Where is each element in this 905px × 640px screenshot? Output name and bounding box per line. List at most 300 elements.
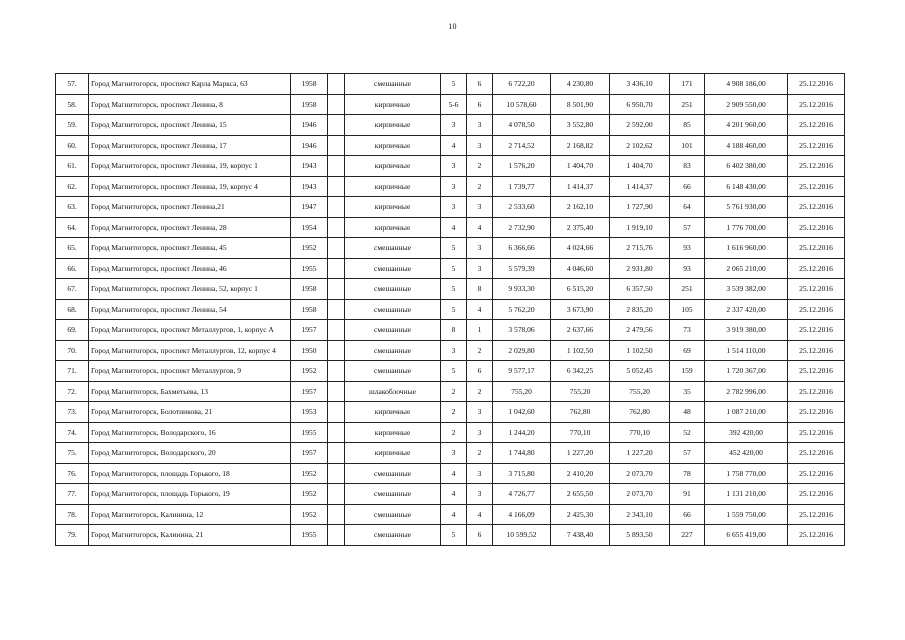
area-b-cell: 2 073,70	[610, 484, 670, 505]
date-cell: 25.12.2016	[788, 217, 845, 238]
empty-cell	[328, 299, 345, 320]
table-row	[56, 299, 845, 320]
area-b-cell: 3 436,10	[610, 74, 670, 95]
wall-material-cell: смешанные	[345, 74, 441, 95]
total-area-cell: 1 744,80	[493, 443, 551, 464]
area-b-cell: 762,80	[610, 402, 670, 423]
table-body	[56, 74, 845, 546]
entrances-cell: 3	[467, 135, 493, 156]
floors-cell: 3	[441, 443, 467, 464]
area-a-cell: 4 230,80	[551, 74, 610, 95]
cost-cell: 1 514 110,00	[705, 340, 788, 361]
total-area-cell: 9 577,17	[493, 361, 551, 382]
total-area-cell: 6 366,66	[493, 238, 551, 259]
table-row	[56, 402, 845, 423]
row-number-cell: 60.	[56, 135, 89, 156]
residents-cell: 251	[670, 279, 705, 300]
entrances-cell: 3	[467, 463, 493, 484]
floors-cell: 5	[441, 238, 467, 259]
floors-cell: 5	[441, 361, 467, 382]
wall-material-cell: смешанные	[345, 279, 441, 300]
floors-cell: 5	[441, 258, 467, 279]
residents-cell: 69	[670, 340, 705, 361]
area-b-cell: 5 893,50	[610, 525, 670, 546]
year-built-cell: 1957	[291, 443, 328, 464]
cost-cell: 1 087 210,00	[705, 402, 788, 423]
residents-cell: 93	[670, 258, 705, 279]
area-b-cell: 2 479,56	[610, 320, 670, 341]
table-row	[56, 258, 845, 279]
residents-cell: 52	[670, 422, 705, 443]
total-area-cell: 10 578,60	[493, 94, 551, 115]
date-cell: 25.12.2016	[788, 340, 845, 361]
wall-material-cell: смешанные	[345, 320, 441, 341]
total-area-cell: 1 244,20	[493, 422, 551, 443]
residents-cell: 91	[670, 484, 705, 505]
area-a-cell: 2 375,40	[551, 217, 610, 238]
floors-cell: 3	[441, 156, 467, 177]
empty-cell	[328, 279, 345, 300]
area-b-cell: 5 052,45	[610, 361, 670, 382]
address-cell: Город Магнитогорск, проспект Ленина, 28	[89, 217, 291, 238]
table-row	[56, 484, 845, 505]
year-built-cell: 1958	[291, 279, 328, 300]
area-b-cell: 1 414,37	[610, 176, 670, 197]
entrances-cell: 4	[467, 299, 493, 320]
empty-cell	[328, 463, 345, 484]
area-b-cell: 1 404,70	[610, 156, 670, 177]
residents-cell: 93	[670, 238, 705, 259]
address-cell: Город Магнитогорск, проспект Металлургов, 1, корпус А	[89, 320, 291, 341]
address-cell: Город Магнитогорск, проспект Ленина, 17	[89, 135, 291, 156]
area-b-cell: 6 950,70	[610, 94, 670, 115]
cost-cell: 5 761 930,00	[705, 197, 788, 218]
date-cell: 25.12.2016	[788, 422, 845, 443]
address-cell: Город Магнитогорск, площадь Горького, 19	[89, 484, 291, 505]
total-area-cell: 1 739,77	[493, 176, 551, 197]
cost-cell: 2 782 996,00	[705, 381, 788, 402]
total-area-cell: 4 078,50	[493, 115, 551, 136]
table-row	[56, 525, 845, 546]
row-number-cell: 59.	[56, 115, 89, 136]
floors-cell: 4	[441, 504, 467, 525]
wall-material-cell: кирпичные	[345, 115, 441, 136]
entrances-cell: 3	[467, 422, 493, 443]
year-built-cell: 1957	[291, 320, 328, 341]
area-a-cell: 6 342,25	[551, 361, 610, 382]
table-row	[56, 217, 845, 238]
empty-cell	[328, 135, 345, 156]
table-row	[56, 381, 845, 402]
residents-cell: 73	[670, 320, 705, 341]
address-cell: Город Магнитогорск, проспект Ленина, 15	[89, 115, 291, 136]
floors-cell: 2	[441, 381, 467, 402]
date-cell: 25.12.2016	[788, 135, 845, 156]
floors-cell: 5-6	[441, 94, 467, 115]
wall-material-cell: кирпичные	[345, 422, 441, 443]
area-b-cell: 2 715,76	[610, 238, 670, 259]
year-built-cell: 1952	[291, 463, 328, 484]
area-b-cell: 2 931,80	[610, 258, 670, 279]
row-number-cell: 61.	[56, 156, 89, 177]
area-b-cell: 1 919,10	[610, 217, 670, 238]
table-row	[56, 135, 845, 156]
entrances-cell: 2	[467, 443, 493, 464]
cost-cell: 6 148 430,00	[705, 176, 788, 197]
year-built-cell: 1952	[291, 238, 328, 259]
year-built-cell: 1952	[291, 504, 328, 525]
empty-cell	[328, 422, 345, 443]
year-built-cell: 1957	[291, 381, 328, 402]
page-number: 10	[448, 22, 457, 31]
wall-material-cell: смешанные	[345, 463, 441, 484]
wall-material-cell: смешанные	[345, 484, 441, 505]
year-built-cell: 1950	[291, 340, 328, 361]
address-cell: Город Магнитогорск, Бахметьева, 13	[89, 381, 291, 402]
wall-material-cell: кирпичные	[345, 443, 441, 464]
cost-cell: 452 420,00	[705, 443, 788, 464]
address-cell: Город Магнитогорск, Володарского, 16	[89, 422, 291, 443]
area-a-cell: 2 637,66	[551, 320, 610, 341]
area-a-cell: 2 162,10	[551, 197, 610, 218]
residents-cell: 159	[670, 361, 705, 382]
area-a-cell: 762,80	[551, 402, 610, 423]
total-area-cell: 9 933,30	[493, 279, 551, 300]
empty-cell	[328, 525, 345, 546]
area-a-cell: 3 552,80	[551, 115, 610, 136]
empty-cell	[328, 217, 345, 238]
cost-cell: 3 919 380,00	[705, 320, 788, 341]
area-a-cell: 1 414,37	[551, 176, 610, 197]
floors-cell: 2	[441, 402, 467, 423]
date-cell: 25.12.2016	[788, 484, 845, 505]
empty-cell	[328, 197, 345, 218]
row-number-cell: 70.	[56, 340, 89, 361]
table-row	[56, 74, 845, 95]
table-row	[56, 463, 845, 484]
cost-cell: 2 337 420,00	[705, 299, 788, 320]
year-built-cell: 1952	[291, 484, 328, 505]
address-cell: Город Магнитогорск, проспект Ленина, 52, корпус 1	[89, 279, 291, 300]
total-area-cell: 2 732,90	[493, 217, 551, 238]
year-built-cell: 1958	[291, 299, 328, 320]
area-b-cell: 1 727,90	[610, 197, 670, 218]
area-a-cell: 8 501,90	[551, 94, 610, 115]
area-a-cell: 1 102,50	[551, 340, 610, 361]
residents-cell: 48	[670, 402, 705, 423]
empty-cell	[328, 361, 345, 382]
area-a-cell: 2 425,30	[551, 504, 610, 525]
row-number-cell: 65.	[56, 238, 89, 259]
row-number-cell: 73.	[56, 402, 89, 423]
residents-cell: 227	[670, 525, 705, 546]
residents-cell: 83	[670, 156, 705, 177]
row-number-cell: 66.	[56, 258, 89, 279]
area-a-cell: 3 673,90	[551, 299, 610, 320]
table-row	[56, 504, 845, 525]
floors-cell: 4	[441, 135, 467, 156]
table-row	[56, 279, 845, 300]
empty-cell	[328, 258, 345, 279]
year-built-cell: 1955	[291, 258, 328, 279]
wall-material-cell: кирпичные	[345, 94, 441, 115]
date-cell: 25.12.2016	[788, 525, 845, 546]
empty-cell	[328, 340, 345, 361]
area-b-cell: 1 102,50	[610, 340, 670, 361]
total-area-cell: 4 166,09	[493, 504, 551, 525]
wall-material-cell: кирпичные	[345, 197, 441, 218]
address-cell: Город Магнитогорск, Болотникова, 21	[89, 402, 291, 423]
row-number-cell: 57.	[56, 74, 89, 95]
entrances-cell: 6	[467, 361, 493, 382]
address-cell: Город Магнитогорск, проспект Ленина,21	[89, 197, 291, 218]
row-number-cell: 71.	[56, 361, 89, 382]
cost-cell: 1 131 210,00	[705, 484, 788, 505]
area-a-cell: 6 515,20	[551, 279, 610, 300]
date-cell: 25.12.2016	[788, 115, 845, 136]
total-area-cell: 4 726,77	[493, 484, 551, 505]
floors-cell: 3	[441, 197, 467, 218]
date-cell: 25.12.2016	[788, 176, 845, 197]
entrances-cell: 1	[467, 320, 493, 341]
cost-cell: 4 908 186,00	[705, 74, 788, 95]
total-area-cell: 5 762,20	[493, 299, 551, 320]
area-b-cell: 755,20	[610, 381, 670, 402]
row-number-cell: 78.	[56, 504, 89, 525]
entrances-cell: 4	[467, 504, 493, 525]
area-a-cell: 770,10	[551, 422, 610, 443]
row-number-cell: 58.	[56, 94, 89, 115]
residents-cell: 105	[670, 299, 705, 320]
table-row	[56, 197, 845, 218]
total-area-cell: 1 042,60	[493, 402, 551, 423]
floors-cell: 5	[441, 74, 467, 95]
table-row	[56, 94, 845, 115]
row-number-cell: 75.	[56, 443, 89, 464]
date-cell: 25.12.2016	[788, 320, 845, 341]
year-built-cell: 1955	[291, 422, 328, 443]
entrances-cell: 3	[467, 115, 493, 136]
date-cell: 25.12.2016	[788, 463, 845, 484]
floors-cell: 4	[441, 484, 467, 505]
wall-material-cell: кирпичные	[345, 135, 441, 156]
floors-cell: 4	[441, 217, 467, 238]
area-a-cell: 4 046,60	[551, 258, 610, 279]
table-row	[56, 340, 845, 361]
year-built-cell: 1953	[291, 402, 328, 423]
area-b-cell: 2 073,70	[610, 463, 670, 484]
address-cell: Город Магнитогорск, проспект Ленина, 54	[89, 299, 291, 320]
table-row	[56, 176, 845, 197]
residents-cell: 66	[670, 176, 705, 197]
floors-cell: 2	[441, 422, 467, 443]
year-built-cell: 1943	[291, 176, 328, 197]
entrances-cell: 3	[467, 197, 493, 218]
residents-cell: 85	[670, 115, 705, 136]
entrances-cell: 2	[467, 340, 493, 361]
year-built-cell: 1952	[291, 361, 328, 382]
table-row	[56, 320, 845, 341]
wall-material-cell: смешанные	[345, 299, 441, 320]
row-number-cell: 63.	[56, 197, 89, 218]
entrances-cell: 8	[467, 279, 493, 300]
cost-cell: 4 188 460,00	[705, 135, 788, 156]
residents-cell: 171	[670, 74, 705, 95]
floors-cell: 5	[441, 299, 467, 320]
wall-material-cell: смешанные	[345, 238, 441, 259]
table-row	[56, 443, 845, 464]
total-area-cell: 5 579,39	[493, 258, 551, 279]
cost-cell: 6 655 419,00	[705, 525, 788, 546]
year-built-cell: 1958	[291, 94, 328, 115]
date-cell: 25.12.2016	[788, 279, 845, 300]
cost-cell: 1 720 367,00	[705, 361, 788, 382]
residents-cell: 251	[670, 94, 705, 115]
housing-registry-table	[55, 73, 845, 546]
cost-cell: 4 201 960,00	[705, 115, 788, 136]
wall-material-cell: смешанные	[345, 361, 441, 382]
floors-cell: 3	[441, 176, 467, 197]
row-number-cell: 67.	[56, 279, 89, 300]
table-row	[56, 238, 845, 259]
area-b-cell: 2 343,10	[610, 504, 670, 525]
entrances-cell: 6	[467, 74, 493, 95]
row-number-cell: 68.	[56, 299, 89, 320]
total-area-cell: 6 722,20	[493, 74, 551, 95]
residents-cell: 66	[670, 504, 705, 525]
row-number-cell: 69.	[56, 320, 89, 341]
address-cell: Город Магнитогорск, проспект Металлургов, 9	[89, 361, 291, 382]
entrances-cell: 6	[467, 94, 493, 115]
floors-cell: 8	[441, 320, 467, 341]
entrances-cell: 3	[467, 238, 493, 259]
wall-material-cell: кирпичные	[345, 156, 441, 177]
date-cell: 25.12.2016	[788, 504, 845, 525]
empty-cell	[328, 238, 345, 259]
area-b-cell: 6 357,50	[610, 279, 670, 300]
empty-cell	[328, 94, 345, 115]
cost-cell: 2 065 210,00	[705, 258, 788, 279]
address-cell: Город Магнитогорск, проспект Ленина, 8	[89, 94, 291, 115]
cost-cell: 6 402 380,00	[705, 156, 788, 177]
row-number-cell: 77.	[56, 484, 89, 505]
empty-cell	[328, 402, 345, 423]
cost-cell: 1 616 960,00	[705, 238, 788, 259]
area-a-cell: 755,20	[551, 381, 610, 402]
date-cell: 25.12.2016	[788, 74, 845, 95]
address-cell: Город Магнитогорск, проспект Карла Маркса, 63	[89, 74, 291, 95]
area-b-cell: 1 227,20	[610, 443, 670, 464]
date-cell: 25.12.2016	[788, 156, 845, 177]
row-number-cell: 79.	[56, 525, 89, 546]
address-cell: Город Магнитогорск, проспект Металлургов, 12, корпус 4	[89, 340, 291, 361]
year-built-cell: 1954	[291, 217, 328, 238]
entrances-cell: 6	[467, 525, 493, 546]
residents-cell: 101	[670, 135, 705, 156]
area-a-cell: 1 404,70	[551, 156, 610, 177]
row-number-cell: 62.	[56, 176, 89, 197]
empty-cell	[328, 156, 345, 177]
wall-material-cell: смешанные	[345, 504, 441, 525]
empty-cell	[328, 504, 345, 525]
wall-material-cell: смешанные	[345, 340, 441, 361]
date-cell: 25.12.2016	[788, 258, 845, 279]
area-a-cell: 1 227,20	[551, 443, 610, 464]
year-built-cell: 1955	[291, 525, 328, 546]
empty-cell	[328, 381, 345, 402]
area-b-cell: 2 835,20	[610, 299, 670, 320]
table-row	[56, 361, 845, 382]
empty-cell	[328, 320, 345, 341]
empty-cell	[328, 443, 345, 464]
cost-cell: 2 909 550,00	[705, 94, 788, 115]
year-built-cell: 1958	[291, 74, 328, 95]
empty-cell	[328, 484, 345, 505]
wall-material-cell: кирпичные	[345, 176, 441, 197]
empty-cell	[328, 74, 345, 95]
residents-cell: 64	[670, 197, 705, 218]
date-cell: 25.12.2016	[788, 402, 845, 423]
total-area-cell: 10 599,52	[493, 525, 551, 546]
area-b-cell: 770,10	[610, 422, 670, 443]
table-row	[56, 156, 845, 177]
address-cell: Город Магнитогорск, проспект Ленина, 45	[89, 238, 291, 259]
floors-cell: 5	[441, 525, 467, 546]
address-cell: Город Магнитогорск, проспект Ленина, 19, корпус 1	[89, 156, 291, 177]
empty-cell	[328, 115, 345, 136]
year-built-cell: 1943	[291, 156, 328, 177]
entrances-cell: 3	[467, 484, 493, 505]
wall-material-cell: кирпичные	[345, 217, 441, 238]
year-built-cell: 1946	[291, 115, 328, 136]
year-built-cell: 1946	[291, 135, 328, 156]
floors-cell: 5	[441, 279, 467, 300]
cost-cell: 1 758 770,00	[705, 463, 788, 484]
area-a-cell: 2 410,20	[551, 463, 610, 484]
total-area-cell: 755,20	[493, 381, 551, 402]
entrances-cell: 3	[467, 402, 493, 423]
floors-cell: 3	[441, 340, 467, 361]
wall-material-cell: смешанные	[345, 525, 441, 546]
entrances-cell: 2	[467, 156, 493, 177]
wall-material-cell: шлакоблочные	[345, 381, 441, 402]
total-area-cell: 1 576,20	[493, 156, 551, 177]
area-b-cell: 2 592,00	[610, 115, 670, 136]
total-area-cell: 2 714,52	[493, 135, 551, 156]
address-cell: Город Магнитогорск, Калинина, 12	[89, 504, 291, 525]
cost-cell: 392 420,00	[705, 422, 788, 443]
row-number-cell: 64.	[56, 217, 89, 238]
residents-cell: 57	[670, 217, 705, 238]
entrances-cell: 4	[467, 217, 493, 238]
row-number-cell: 74.	[56, 422, 89, 443]
date-cell: 25.12.2016	[788, 94, 845, 115]
floors-cell: 4	[441, 463, 467, 484]
address-cell: Город Магнитогорск, проспект Ленина, 19, корпус 4	[89, 176, 291, 197]
total-area-cell: 3 578,06	[493, 320, 551, 341]
area-a-cell: 4 024,66	[551, 238, 610, 259]
date-cell: 25.12.2016	[788, 361, 845, 382]
total-area-cell: 2 029,80	[493, 340, 551, 361]
entrances-cell: 3	[467, 258, 493, 279]
residents-cell: 78	[670, 463, 705, 484]
total-area-cell: 2 533,60	[493, 197, 551, 218]
cost-cell: 1 776 700,00	[705, 217, 788, 238]
date-cell: 25.12.2016	[788, 443, 845, 464]
address-cell: Город Магнитогорск, Володарского, 20	[89, 443, 291, 464]
entrances-cell: 2	[467, 381, 493, 402]
total-area-cell: 3 715,80	[493, 463, 551, 484]
